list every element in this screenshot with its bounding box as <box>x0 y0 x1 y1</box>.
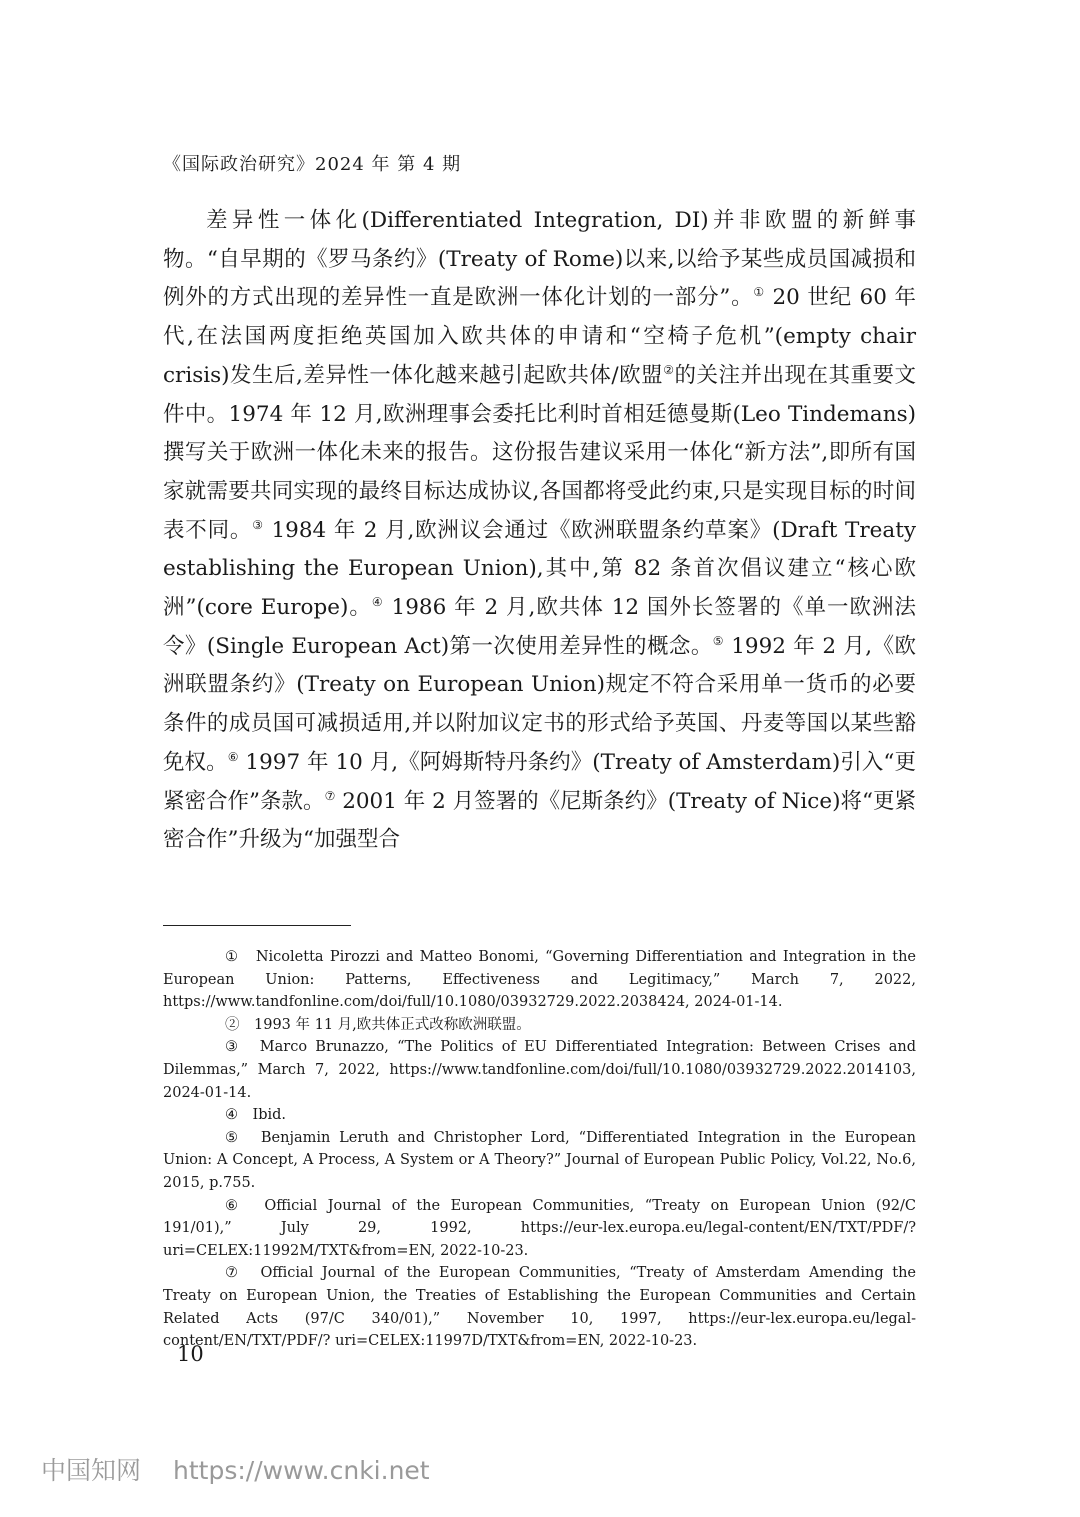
footnote-ref[interactable]: ③ <box>252 517 264 532</box>
text-segment: 1984 年 2 月,欧洲议会通过《欧洲联盟条约草案》(Draft Treaty establishing the European Union),其中,第 82 条首次倡议建立“核心欧洲”(core Europe)。 <box>163 517 916 621</box>
footnote-divider <box>163 925 351 926</box>
footnote <box>163 1036 916 1104</box>
journal-header: 《国际政治研究》2024 年 第 4 期 <box>163 154 462 175</box>
footnote <box>163 1195 916 1263</box>
text-segment: 的关注并出现在其重要文件中。1974 年 12 月,欧洲理事会委托比利时首相廷德曼斯(Leo Tindemans)撰写关于欧洲一体化未来的报告。这份报告建议采用一体化“新方法”,即所有国家就需要共同实现的最终目标达成协议,各国都将受此约束,只是实现目标的时间表不同。 <box>163 362 916 543</box>
footnote-mark: ④ <box>225 1107 238 1124</box>
watermark-url[interactable]: https://www.cnki.net <box>173 1456 430 1485</box>
footnote <box>163 1262 916 1352</box>
main-paragraph <box>163 202 916 860</box>
text-segment: 2001 年 2 月签署的《尼斯条约》(Treaty of Nice)将“更紧密合作”升级为“加强型合 <box>163 788 916 853</box>
footnote-mark: ③ <box>225 1039 242 1056</box>
watermark <box>41 1451 430 1487</box>
text-segment: 1986 年 2 月,欧共体 12 国外长签署的《单一欧洲法令》(Single European Act)第一次使用差异性的概念。 <box>163 595 917 659</box>
text-segment: 1997 年 10 月,《阿姆斯特丹条约》(Treaty of Amsterdam)引入“更紧密合作”条款。 <box>163 749 916 814</box>
footnote-text: Ibid. <box>252 1107 287 1124</box>
footnote <box>163 1014 916 1037</box>
footnote-ref[interactable]: ① <box>753 285 765 300</box>
footnote-mark: ② <box>225 1016 240 1033</box>
footnote-text: 1993 年 11 月,欧共体正式改称欧洲联盟。 <box>254 1016 531 1033</box>
footnote-mark: ⑤ <box>225 1129 243 1146</box>
text-segment: 1992 年 2 月,《欧洲联盟条约》(Treaty on European Union)规定不符合采用单一货币的必要条件的成员国可减损适用,并以附加议定书的形式给予英国、丹麦等国以某些豁免权。 <box>163 633 916 775</box>
watermark-brand: 中国知网 <box>41 1456 142 1485</box>
footnote-mark: ⑥ <box>225 1197 244 1214</box>
text-segment: 20 世纪 60 年代,在法国两度拒绝英国加入欧共体的申请和“空椅子危机”(empty chair crisis)发生后,差异性一体化越来越引起欧共体/欧盟 <box>163 285 916 388</box>
footnote-text: Marco Brunazzo, “The Politics of EU Differentiated Integration: Between Crises and Dilemmas,” March 7, 2022, https://www.tandfonline.com/doi/full/10.1080/03932729.2022.2014103, 2024-01-14. <box>163 1039 917 1101</box>
footnote-text: Benjamin Leruth and Christopher Lord, “Differentiated Integration in the European Union: A Concept, A Process, A System or A Theory?” Journal of European Public Policy, Vol.22, No.6, 2015, p.755. <box>163 1129 917 1191</box>
footnote-text: Nicoletta Pirozzi and Matteo Bonomi, “Governing Differentiation and Integration in the European Union: Patterns, Effectiveness and Legitimacy,” March 7, 2022, https://www.tandfonline.com/doi/full/10.1080/03932729.2022.2038424, 2024-01-14. <box>163 949 916 1011</box>
footnote-text: Official Journal of the European Communities, “Treaty of Amsterdam Amending the Treaty on European Union, the Treaties of Establishing the European Communities and Certain Related Acts (97/C 340/01),” November 10, 1997, https://eur-lex.europa.eu/legal-content/EN/TXT/PDF/? uri=CELEX:11997D/TXT&from=EN, 2022-10-23. <box>163 1265 916 1350</box>
text-segment: 差异性一体化(Differentiated Integration, DI)并非欧盟的新鲜事物。“自早期的《罗马条约》(Treaty of Rome)以来,以给予某些成员国减损和例外的方式出现的差异性一直是欧洲一体化计划的一部分”。 <box>163 208 916 311</box>
footnote-ref[interactable]: ⑤ <box>712 633 724 648</box>
footnote <box>163 1104 916 1127</box>
footnote-text: Official Journal of the European Communities, “Treaty on European Union (92/C 191/01),” July 29, 1992, https://eur-lex.europa.eu/legal-content/EN/TXT/PDF/? uri=CELEX:11992M/TXT&from=EN, 2022-10-23. <box>163 1197 917 1259</box>
footnote-ref[interactable]: ⑥ <box>227 749 239 764</box>
page-number: 10 <box>177 1342 204 1366</box>
footnote <box>163 1127 916 1195</box>
footnote-mark: ⑦ <box>225 1265 242 1282</box>
footnote-ref[interactable]: ④ <box>371 594 384 609</box>
footnote-ref[interactable]: ② <box>663 362 675 377</box>
footnote <box>163 946 916 1014</box>
footnote-ref[interactable]: ⑦ <box>324 788 336 803</box>
footnotes <box>163 946 916 1353</box>
body-text <box>163 202 916 860</box>
footnote-mark: ① <box>225 949 240 965</box>
